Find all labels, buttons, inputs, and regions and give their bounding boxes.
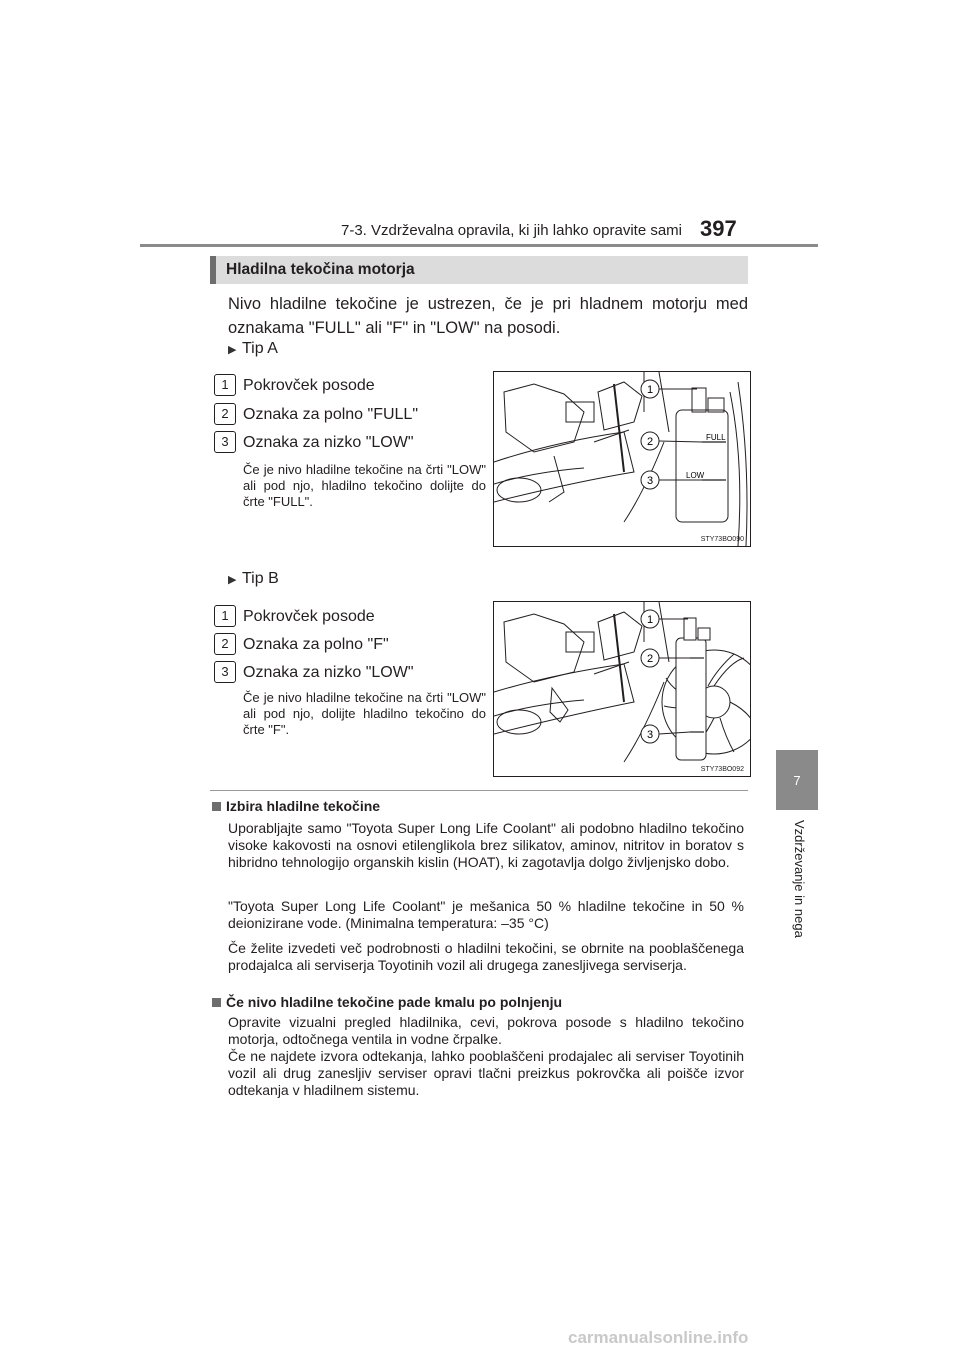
coolant-reservoir-illustration-b: [494, 602, 750, 776]
square-bullet-icon: [212, 802, 221, 811]
figure-a-callout-1: 1: [646, 384, 654, 396]
type-a-item-3: Oznaka za nizko "LOW": [243, 434, 414, 451]
info2-heading-text: Če nivo hladilne tekočine pade kmalu po polnjenju: [226, 994, 563, 1010]
figure-b-code: STY73BO092: [700, 766, 744, 773]
info1-paragraph-2: "Toyota Super Long Life Coolant" je mešanica 50 % hladilne tekočine in 50 % deionizirane vode. (Minimalna temperatura: –35 °C): [228, 898, 744, 931]
section-divider: [210, 790, 748, 791]
info1-paragraph-3: Če želite izvedeti več podrobnosti o hladilni tekočini, se obrnite na pooblaščenega prodajalca ali serviserja Toyotinih vozil ali drugega zanesljivega serviserja.: [228, 940, 744, 973]
info-heading-coolant-choice: [212, 798, 380, 814]
section-title-bar: [210, 256, 748, 284]
callout-badge-3: 3: [214, 431, 236, 453]
callout-badge-3: 3: [214, 661, 236, 683]
type-a-heading: [228, 340, 278, 358]
coolant-reservoir-illustration-a: [494, 372, 750, 546]
info-heading-coolant-drop: [212, 994, 562, 1010]
arrow-right-icon: ▶: [228, 344, 237, 356]
info2-line-1: Opravite vizualni pregled hladilnika, cevi, pokrova posode s hladilno tekočino motorja, odtočnega ventila in vodne črpalke.: [228, 1014, 744, 1047]
callout-badge-2: 2: [214, 633, 236, 655]
figure-a-callout-2: 2: [646, 436, 654, 448]
info1-paragraph-1: Uporabljajte samo "Toyota Super Long Life Coolant" ali podobno hladilno tekočino visoke kakovosti na osnovi etilenglikola brez silikatov, aminov, nitritov in boratov s hibridno tehnologijo organskih kislin (HOAT), ki zagotavlja dolgo življenjsko dobo.: [228, 820, 744, 870]
type-b-heading: [228, 570, 279, 588]
figure-a-callout-3: 3: [646, 475, 654, 487]
type-a-note: Če je nivo hladilne tekočine na črti "LOW" ali pod njo, hladilno tekočino dolijte do črte "FULL".: [243, 462, 486, 509]
figure-type-a: [493, 371, 751, 547]
info2-body: [228, 1014, 744, 1099]
section-intro: Nivo hladilne tekočine je ustrezen, če je pri hladnem motorju med oznakama "FULL" ali "F" in "LOW" na posodi.: [228, 295, 748, 337]
callout-badge-1: 1: [214, 605, 236, 627]
chapter-number: 7: [793, 772, 801, 788]
type-b-item-2: Oznaka za polno "F": [243, 636, 389, 653]
type-b-note: Če je nivo hladilne tekočine na črti "LOW" ali pod njo, dolijte hladilno tekočino do črte "F".: [243, 690, 486, 737]
section-bar-accent: [210, 256, 216, 284]
type-a-item-2: Oznaka za polno "FULL": [243, 406, 419, 423]
type-b-item-3: Oznaka za nizko "LOW": [243, 664, 414, 681]
chapter-side-label: Vzdrževanje in nega: [792, 820, 807, 938]
section-title: Hladilna tekočina motorja: [226, 261, 415, 278]
callout-badge-2: 2: [214, 403, 236, 425]
footer-watermark: carmanualsonline.info: [568, 1328, 749, 1347]
type-b-label: Tip B: [242, 570, 279, 587]
type-a-label: Tip A: [242, 340, 278, 357]
callout-badge-1: 1: [214, 374, 236, 396]
type-a-item-1: Pokrovček posode: [243, 377, 375, 394]
square-bullet-icon: [212, 998, 221, 1007]
running-header-title: 7-3. Vzdrževalna opravila, ki jih lahko opravite sami: [341, 222, 682, 239]
low-mark-label: LOW: [686, 471, 705, 480]
page-number: 397: [700, 216, 737, 241]
figure-a-code: STY73BO090: [700, 536, 744, 543]
type-b-item-1: Pokrovček posode: [243, 608, 375, 625]
arrow-right-icon: ▶: [228, 574, 237, 586]
info2-line-2: Če ne najdete izvora odtekanja, lahko pooblaščeni prodajalec ali serviser Toyotinih vozil ali drug zanesljiv serviser opravi tlačni preizkus pokrovčka ali poišče izvor odtekanja v hladilnem sistemu.: [228, 1048, 744, 1098]
full-mark-label: FULL: [706, 433, 726, 442]
figure-type-b: [493, 601, 751, 777]
info1-heading-text: Izbira hladilne tekočine: [226, 798, 381, 814]
chapter-tab: [776, 750, 818, 810]
figure-b-callout-3: 3: [646, 729, 654, 741]
figure-b-callout-1: 1: [646, 614, 654, 626]
header-rule: [140, 244, 818, 247]
figure-b-callout-2: 2: [646, 653, 654, 665]
